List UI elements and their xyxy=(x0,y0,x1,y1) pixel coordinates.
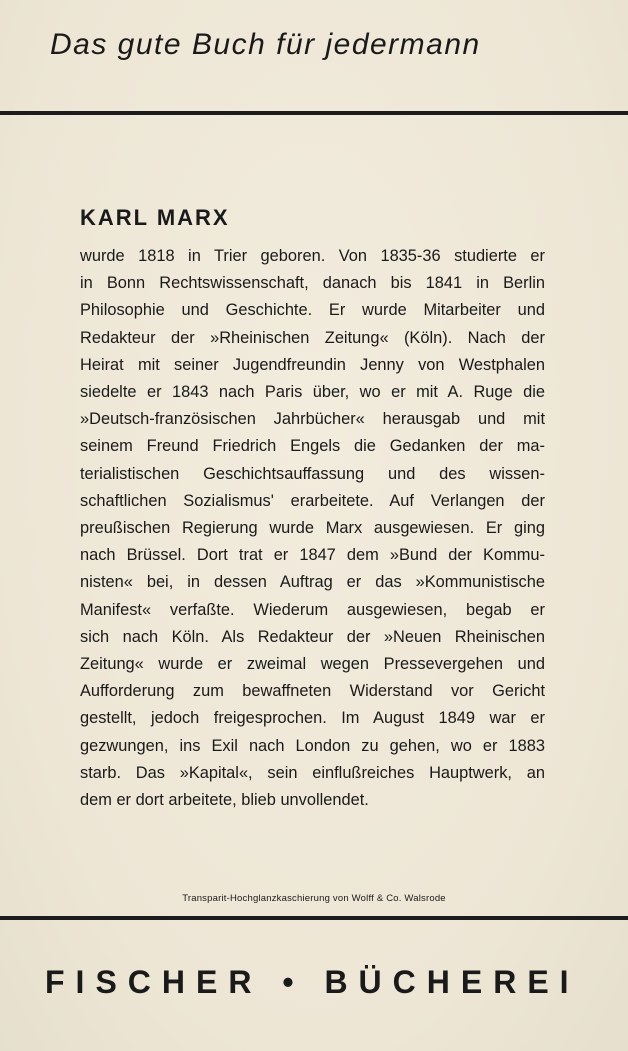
top-divider xyxy=(0,111,628,115)
biography-line: seinem Freund Friedrich Engels die Gedanken der ma- xyxy=(80,437,545,456)
biography-line: Heirat mit seiner Jugendfreundin Jenny von Westphalen xyxy=(80,355,545,374)
biography-line: schaftlichen Sozialismus' erarbeitete. Auf Verlangen der xyxy=(80,491,545,510)
biography-line: siedelte er 1843 nach Paris über, wo er mit A. Ruge die xyxy=(80,383,545,402)
biography-line: terialistischen Geschichtsauffassung und des wissen- xyxy=(80,464,545,483)
series-title: Das gute Buch für jedermann xyxy=(50,28,481,61)
author-biography xyxy=(80,243,545,814)
biography-line: sich nach Köln. Als Redakteur der »Neuen Rheinischen xyxy=(80,627,545,646)
biography-line: Redakteur der »Rheinischen Zeitung« (Köln). Nach der xyxy=(80,328,545,347)
lamination-credit: Transparit-Hochglanzkaschierung von Wolff & Co. Walsrode xyxy=(182,893,446,904)
publisher-imprint: FISCHER • BÜCHEREI xyxy=(45,964,580,1000)
biography-line: nisten« bei, in dessen Auftrag er das »Kommunistische xyxy=(80,573,545,592)
bottom-divider xyxy=(0,916,628,920)
biography-line: Manifest« verfaßte. Wiederum ausgewiesen, begab er xyxy=(80,600,545,619)
biography-line: gestellt, jedoch freigesprochen. Im August 1849 war er xyxy=(80,709,545,728)
biography-line: Aufforderung zum bewaffneten Widerstand vor Gericht xyxy=(80,682,545,701)
author-heading: KARL MARX xyxy=(80,205,230,230)
biography-line: Philosophie und Geschichte. Er wurde Mitarbeiter und xyxy=(80,301,545,320)
biography-line: wurde 1818 in Trier geboren. Von 1835-36 studierte er xyxy=(80,247,545,265)
biography-line: gezwungen, ins Exil nach London zu gehen, wo er 1883 xyxy=(80,736,545,755)
biography-line: »Deutsch-französischen Jahrbücher« herausgab und mit xyxy=(80,410,545,429)
biography-line: dem er dort arbeitete, blieb unvollendet. xyxy=(80,791,369,810)
biography-line: in Bonn Rechtswissenschaft, danach bis 1841 in Berlin xyxy=(80,274,545,293)
biography-line: nach Brüssel. Dort trat er 1847 dem »Bund der Kommu- xyxy=(80,546,545,565)
biography-line: starb. Das »Kapital«, sein einflußreiches Hauptwerk, an xyxy=(80,763,545,782)
biography-line: preußischen Regierung wurde Marx ausgewiesen. Er ging xyxy=(80,519,545,538)
biography-line: Zeitung« wurde er zweimal wegen Pressevergehen und xyxy=(80,655,545,674)
